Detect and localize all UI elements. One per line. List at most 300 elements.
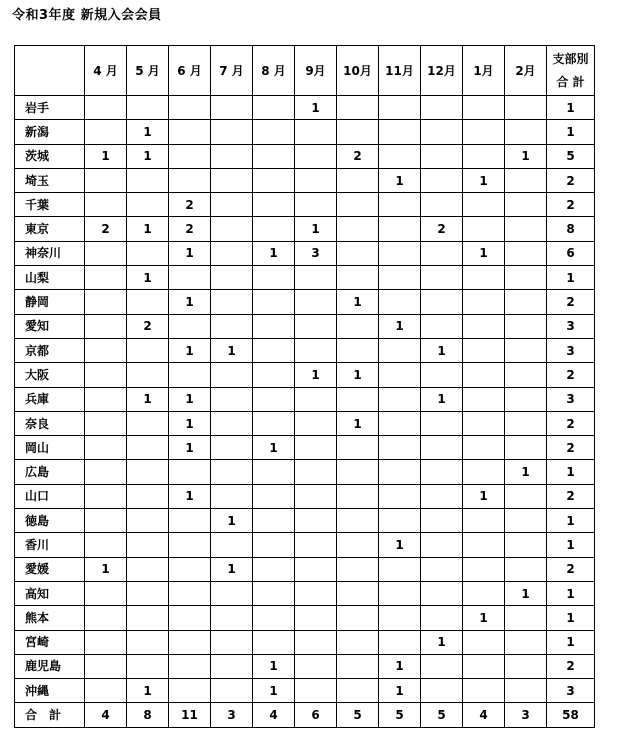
prefecture-cell: 鹿児島 — [15, 654, 85, 678]
prefecture-cell: 新潟 — [15, 120, 85, 144]
month-value-cell — [211, 654, 253, 678]
month-value-cell — [463, 557, 505, 581]
month-value-cell — [421, 606, 463, 630]
month-value-cell — [379, 120, 421, 144]
row-total-cell: 6 — [547, 241, 595, 265]
header-corner-cell — [15, 46, 85, 96]
month-value-cell: 1 — [379, 168, 421, 192]
month-value-cell — [253, 387, 295, 411]
month-value-cell — [253, 266, 295, 290]
month-header-cell: 11月 — [379, 46, 421, 96]
month-value-cell: 1 — [211, 557, 253, 581]
month-value-cell: 1 — [421, 338, 463, 362]
table-row — [15, 387, 595, 411]
month-value-cell — [379, 509, 421, 533]
month-value-cell — [337, 96, 379, 120]
prefecture-cell: 広島 — [15, 460, 85, 484]
month-value-cell — [169, 120, 211, 144]
month-value-cell — [127, 290, 169, 314]
month-value-cell — [505, 193, 547, 217]
month-total-cell: 5 — [379, 703, 421, 727]
month-value-cell — [463, 266, 505, 290]
month-value-cell: 1 — [169, 338, 211, 362]
month-value-cell — [505, 96, 547, 120]
month-value-cell — [85, 120, 127, 144]
month-value-cell — [337, 168, 379, 192]
month-value-cell — [169, 460, 211, 484]
month-total-cell: 8 — [127, 703, 169, 727]
month-value-cell — [211, 290, 253, 314]
month-value-cell — [463, 581, 505, 605]
month-value-cell — [211, 387, 253, 411]
month-value-cell — [253, 509, 295, 533]
prefecture-cell: 神奈川 — [15, 241, 85, 265]
table-row — [15, 217, 595, 241]
month-header-cell: 4 月 — [85, 46, 127, 96]
month-value-cell: 1 — [211, 509, 253, 533]
month-value-cell — [505, 168, 547, 192]
month-value-cell — [379, 338, 421, 362]
month-total-cell: 5 — [337, 703, 379, 727]
month-value-cell — [85, 241, 127, 265]
month-total-cell: 4 — [85, 703, 127, 727]
table-row — [15, 606, 595, 630]
month-value-cell — [421, 484, 463, 508]
month-total-cell: 11 — [169, 703, 211, 727]
month-value-cell — [295, 120, 337, 144]
month-value-cell — [379, 460, 421, 484]
month-value-cell — [379, 266, 421, 290]
month-value-cell — [421, 193, 463, 217]
month-value-cell — [253, 484, 295, 508]
month-value-cell: 1 — [463, 484, 505, 508]
month-value-cell — [211, 168, 253, 192]
month-value-cell — [421, 314, 463, 338]
month-value-cell — [211, 266, 253, 290]
month-value-cell — [463, 217, 505, 241]
month-value-cell — [505, 217, 547, 241]
prefecture-cell: 奈良 — [15, 411, 85, 435]
month-value-cell — [463, 411, 505, 435]
month-value-cell — [127, 168, 169, 192]
month-value-cell — [295, 338, 337, 362]
month-value-cell — [421, 460, 463, 484]
month-value-cell — [295, 387, 337, 411]
month-value-cell: 1 — [127, 266, 169, 290]
row-total-cell: 1 — [547, 96, 595, 120]
row-total-cell: 3 — [547, 387, 595, 411]
month-value-cell: 1 — [379, 679, 421, 703]
month-value-cell: 1 — [211, 338, 253, 362]
month-value-cell — [127, 581, 169, 605]
month-value-cell — [85, 96, 127, 120]
month-value-cell — [421, 266, 463, 290]
month-value-cell — [295, 314, 337, 338]
month-value-cell — [421, 96, 463, 120]
prefecture-cell: 茨城 — [15, 144, 85, 168]
month-value-cell — [211, 120, 253, 144]
branch-total-header-line2: 合 計 — [556, 74, 585, 89]
month-value-cell — [505, 484, 547, 508]
month-value-cell — [337, 630, 379, 654]
month-value-cell: 1 — [85, 557, 127, 581]
month-value-cell: 1 — [505, 460, 547, 484]
month-value-cell — [253, 96, 295, 120]
month-value-cell — [379, 411, 421, 435]
month-value-cell: 1 — [463, 241, 505, 265]
month-value-cell — [505, 436, 547, 460]
row-total-cell: 8 — [547, 217, 595, 241]
month-value-cell: 1 — [295, 96, 337, 120]
month-total-cell: 4 — [463, 703, 505, 727]
month-value-cell — [85, 193, 127, 217]
month-value-cell — [211, 96, 253, 120]
month-value-cell — [85, 314, 127, 338]
month-value-cell — [127, 509, 169, 533]
month-value-cell — [421, 290, 463, 314]
month-value-cell — [505, 290, 547, 314]
month-value-cell — [169, 509, 211, 533]
month-value-cell — [169, 557, 211, 581]
month-value-cell — [463, 96, 505, 120]
month-value-cell: 1 — [169, 436, 211, 460]
table-row — [15, 557, 595, 581]
month-value-cell: 1 — [505, 581, 547, 605]
month-value-cell — [169, 581, 211, 605]
table-row — [15, 630, 595, 654]
month-value-cell — [337, 606, 379, 630]
month-value-cell — [421, 509, 463, 533]
table-row — [15, 266, 595, 290]
month-value-cell — [295, 557, 337, 581]
month-value-cell — [379, 96, 421, 120]
branch-total-header-line1: 支部別 — [552, 51, 589, 66]
month-value-cell — [253, 411, 295, 435]
month-value-cell: 1 — [127, 387, 169, 411]
month-value-cell — [337, 581, 379, 605]
month-value-cell — [253, 533, 295, 557]
month-value-cell — [211, 679, 253, 703]
month-value-cell: 1 — [421, 387, 463, 411]
month-value-cell — [295, 533, 337, 557]
month-value-cell — [505, 509, 547, 533]
month-value-cell: 1 — [463, 606, 505, 630]
month-value-cell — [337, 120, 379, 144]
month-value-cell: 2 — [85, 217, 127, 241]
month-value-cell — [85, 484, 127, 508]
month-value-cell — [169, 96, 211, 120]
month-header-cell: 7 月 — [211, 46, 253, 96]
month-value-cell — [253, 144, 295, 168]
month-value-cell: 1 — [253, 241, 295, 265]
month-value-cell: 2 — [169, 217, 211, 241]
table-row — [15, 460, 595, 484]
month-value-cell — [337, 266, 379, 290]
row-total-cell: 1 — [547, 630, 595, 654]
table-row — [15, 96, 595, 120]
month-value-cell — [505, 533, 547, 557]
month-value-cell — [379, 630, 421, 654]
month-value-cell: 2 — [127, 314, 169, 338]
month-value-cell — [211, 533, 253, 557]
month-value-cell: 1 — [85, 144, 127, 168]
month-value-cell — [169, 266, 211, 290]
table-row — [15, 168, 595, 192]
prefecture-cell: 静岡 — [15, 290, 85, 314]
month-value-cell — [211, 217, 253, 241]
month-value-cell — [505, 338, 547, 362]
row-total-cell: 2 — [547, 484, 595, 508]
branch-total-header-cell — [547, 46, 595, 96]
prefecture-cell: 岡山 — [15, 436, 85, 460]
row-total-cell: 5 — [547, 144, 595, 168]
month-value-cell — [295, 630, 337, 654]
month-value-cell — [253, 338, 295, 362]
month-value-cell — [463, 533, 505, 557]
prefecture-cell: 山梨 — [15, 266, 85, 290]
members-table — [14, 45, 595, 728]
month-value-cell: 1 — [295, 217, 337, 241]
month-value-cell — [85, 654, 127, 678]
month-value-cell: 1 — [169, 484, 211, 508]
month-value-cell — [463, 120, 505, 144]
row-total-cell: 2 — [547, 193, 595, 217]
month-value-cell — [379, 144, 421, 168]
row-total-cell: 2 — [547, 436, 595, 460]
month-value-cell — [505, 120, 547, 144]
month-value-cell — [169, 679, 211, 703]
month-value-cell — [505, 630, 547, 654]
table-row — [15, 193, 595, 217]
month-value-cell — [127, 484, 169, 508]
month-value-cell: 1 — [253, 679, 295, 703]
month-value-cell — [253, 581, 295, 605]
month-value-cell — [295, 679, 337, 703]
month-value-cell: 3 — [295, 241, 337, 265]
month-value-cell — [463, 338, 505, 362]
prefecture-cell: 沖縄 — [15, 679, 85, 703]
prefecture-cell: 大阪 — [15, 363, 85, 387]
month-value-cell: 1 — [295, 363, 337, 387]
month-value-cell — [463, 314, 505, 338]
month-value-cell — [127, 338, 169, 362]
month-value-cell — [295, 193, 337, 217]
month-value-cell — [169, 533, 211, 557]
row-total-cell: 1 — [547, 533, 595, 557]
prefecture-cell: 愛媛 — [15, 557, 85, 581]
month-value-cell — [127, 630, 169, 654]
month-value-cell — [379, 290, 421, 314]
table-row — [15, 533, 595, 557]
month-value-cell: 1 — [169, 290, 211, 314]
month-value-cell: 1 — [337, 411, 379, 435]
row-total-cell: 1 — [547, 120, 595, 144]
month-value-cell — [421, 411, 463, 435]
month-value-cell — [253, 193, 295, 217]
month-value-cell: 2 — [337, 144, 379, 168]
header-row — [15, 46, 595, 96]
month-value-cell: 1 — [127, 217, 169, 241]
month-value-cell — [85, 266, 127, 290]
row-total-cell: 1 — [547, 606, 595, 630]
month-value-cell — [127, 606, 169, 630]
month-value-cell — [337, 460, 379, 484]
prefecture-cell: 兵庫 — [15, 387, 85, 411]
month-header-cell: 9月 — [295, 46, 337, 96]
month-value-cell — [127, 533, 169, 557]
month-value-cell — [295, 290, 337, 314]
month-value-cell — [421, 557, 463, 581]
row-total-cell: 1 — [547, 581, 595, 605]
month-value-cell — [253, 314, 295, 338]
month-value-cell: 2 — [421, 217, 463, 241]
row-total-cell: 2 — [547, 654, 595, 678]
month-value-cell — [253, 630, 295, 654]
table-row — [15, 654, 595, 678]
month-value-cell — [463, 460, 505, 484]
month-value-cell — [295, 144, 337, 168]
month-value-cell — [337, 387, 379, 411]
month-value-cell — [169, 314, 211, 338]
month-value-cell — [337, 533, 379, 557]
month-value-cell — [337, 557, 379, 581]
month-value-cell — [211, 144, 253, 168]
month-value-cell — [505, 654, 547, 678]
month-value-cell — [463, 654, 505, 678]
month-value-cell — [379, 193, 421, 217]
month-value-cell: 1 — [421, 630, 463, 654]
prefecture-cell: 香川 — [15, 533, 85, 557]
month-value-cell — [211, 193, 253, 217]
row-total-cell: 2 — [547, 363, 595, 387]
row-total-cell: 1 — [547, 509, 595, 533]
month-value-cell — [211, 363, 253, 387]
prefecture-cell: 山口 — [15, 484, 85, 508]
prefecture-cell: 岩手 — [15, 96, 85, 120]
month-value-cell — [421, 363, 463, 387]
month-value-cell — [169, 144, 211, 168]
month-value-cell — [127, 436, 169, 460]
prefecture-cell: 宮崎 — [15, 630, 85, 654]
month-value-cell — [421, 168, 463, 192]
month-value-cell: 1 — [253, 654, 295, 678]
month-value-cell — [169, 630, 211, 654]
month-value-cell — [85, 509, 127, 533]
month-value-cell — [169, 654, 211, 678]
table-row — [15, 581, 595, 605]
row-total-cell: 1 — [547, 460, 595, 484]
month-value-cell — [85, 436, 127, 460]
month-value-cell — [379, 557, 421, 581]
month-value-cell — [337, 193, 379, 217]
month-value-cell — [421, 679, 463, 703]
month-value-cell — [337, 436, 379, 460]
month-total-cell: 4 — [253, 703, 295, 727]
month-value-cell — [505, 363, 547, 387]
month-value-cell — [127, 654, 169, 678]
prefecture-cell: 千葉 — [15, 193, 85, 217]
month-value-cell — [421, 654, 463, 678]
month-value-cell — [211, 436, 253, 460]
month-value-cell — [295, 168, 337, 192]
month-total-cell: 3 — [505, 703, 547, 727]
month-value-cell — [85, 679, 127, 703]
prefecture-cell: 徳島 — [15, 509, 85, 533]
month-value-cell: 2 — [169, 193, 211, 217]
month-value-cell — [253, 460, 295, 484]
month-value-cell — [211, 484, 253, 508]
row-total-cell: 2 — [547, 411, 595, 435]
month-value-cell — [505, 387, 547, 411]
table-row — [15, 436, 595, 460]
month-total-cell: 5 — [421, 703, 463, 727]
row-total-cell: 3 — [547, 679, 595, 703]
month-value-cell: 1 — [127, 144, 169, 168]
month-value-cell — [85, 411, 127, 435]
month-value-cell — [295, 460, 337, 484]
month-value-cell — [127, 557, 169, 581]
prefecture-cell: 高知 — [15, 581, 85, 605]
month-value-cell — [253, 557, 295, 581]
month-value-cell: 1 — [379, 654, 421, 678]
month-value-cell — [295, 266, 337, 290]
month-value-cell — [127, 363, 169, 387]
month-value-cell — [505, 314, 547, 338]
table-row — [15, 411, 595, 435]
month-value-cell — [127, 96, 169, 120]
month-value-cell — [505, 557, 547, 581]
month-value-cell — [295, 411, 337, 435]
prefecture-cell: 京都 — [15, 338, 85, 362]
month-value-cell — [211, 314, 253, 338]
month-value-cell — [295, 654, 337, 678]
month-value-cell — [295, 509, 337, 533]
month-value-cell — [211, 606, 253, 630]
month-value-cell — [85, 581, 127, 605]
table-row — [15, 290, 595, 314]
table-row — [15, 314, 595, 338]
table-row — [15, 484, 595, 508]
month-value-cell — [379, 484, 421, 508]
month-total-cell: 3 — [211, 703, 253, 727]
month-value-cell — [463, 290, 505, 314]
month-value-cell — [379, 606, 421, 630]
month-value-cell — [463, 509, 505, 533]
month-value-cell — [211, 460, 253, 484]
month-value-cell — [169, 168, 211, 192]
month-value-cell — [505, 266, 547, 290]
month-value-cell — [463, 144, 505, 168]
month-value-cell: 1 — [127, 679, 169, 703]
month-value-cell — [505, 679, 547, 703]
row-total-cell: 1 — [547, 266, 595, 290]
month-value-cell: 1 — [463, 168, 505, 192]
row-total-cell: 2 — [547, 557, 595, 581]
month-value-cell — [463, 630, 505, 654]
month-value-cell — [421, 144, 463, 168]
month-value-cell — [379, 581, 421, 605]
month-header-cell: 2月 — [505, 46, 547, 96]
month-value-cell — [85, 533, 127, 557]
month-value-cell — [295, 436, 337, 460]
month-value-cell — [169, 363, 211, 387]
table-row — [15, 120, 595, 144]
month-value-cell — [421, 533, 463, 557]
month-value-cell — [253, 217, 295, 241]
month-value-cell — [421, 120, 463, 144]
month-value-cell: 1 — [169, 241, 211, 265]
month-value-cell — [211, 241, 253, 265]
